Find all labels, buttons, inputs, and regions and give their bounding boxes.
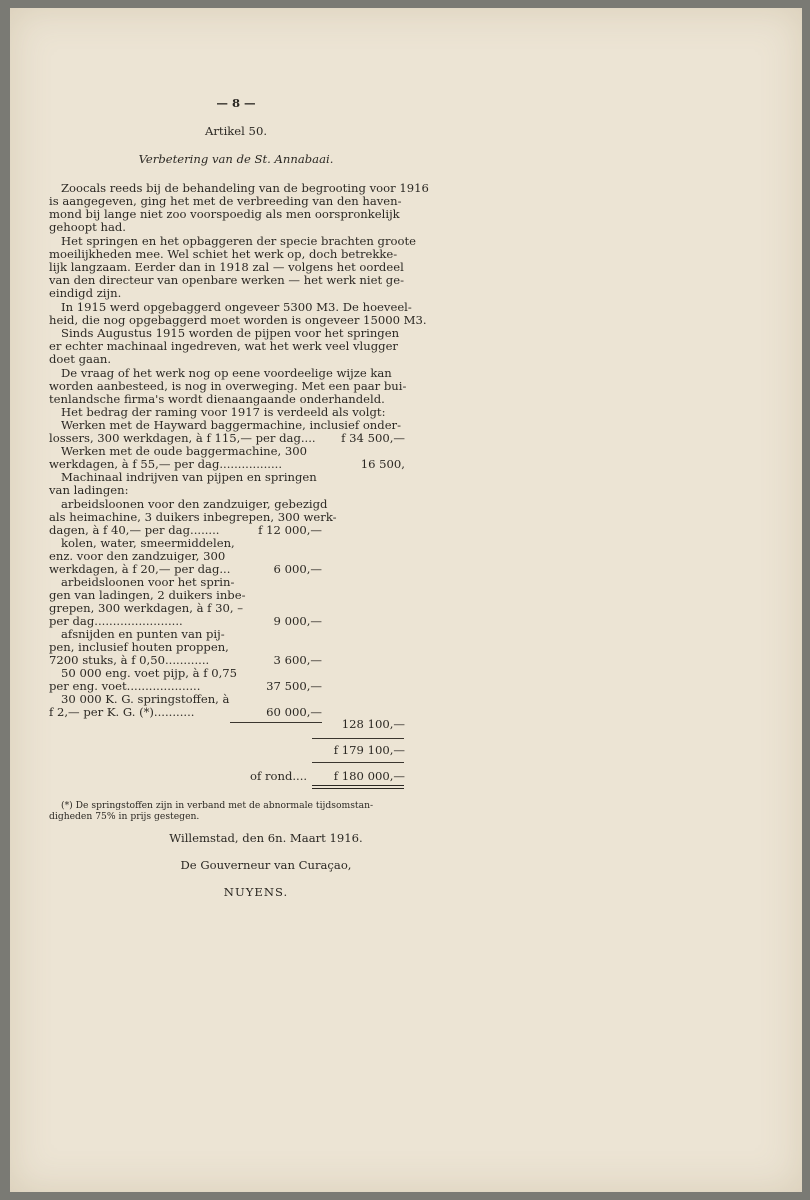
total-amount: f 179 100,— xyxy=(333,743,405,757)
amount: 9 000,— xyxy=(273,614,322,628)
estimate-line: dagen, à f 40,— per dag........ xyxy=(49,523,220,537)
rounded-amount: f 180 000,— xyxy=(333,769,405,783)
text-line: er echter machinaal ingedreven, wat het werk veel vlugger xyxy=(49,339,398,353)
text-line: mond bij lange niet zoo voorspoedig als men oorspronkelijk xyxy=(49,207,400,221)
estimate-line: 50 000 eng. voet pijp, à f 0,75 xyxy=(61,666,238,680)
document-page xyxy=(10,8,802,1192)
estimate-line: kolen, water, smeermiddelen, xyxy=(61,536,235,550)
sum-rule xyxy=(312,738,404,739)
estimate-line: per eng. voet.................... xyxy=(49,679,201,693)
text-line: doet gaan. xyxy=(49,352,112,366)
text-line: lijk langzaam. Eerder dan in 1918 zal — volgens het oordeel xyxy=(49,260,404,274)
amount: 3 600,— xyxy=(273,653,322,667)
estimate-line: f 2,— per K. G. (*)........... xyxy=(49,705,195,719)
estimate-line: 7200 stuks, à f 0,50............ xyxy=(49,653,210,667)
text-line: is aangegeven, ging het met de verbreeding van den haven- xyxy=(49,194,402,208)
estimate-line: werkdagen, à f 55,— per dag................. xyxy=(49,457,283,471)
estimate-line: als heimachine, 3 duikers inbegrepen, 300 werk- xyxy=(49,510,337,524)
amount: 60 000,— xyxy=(266,705,322,719)
estimate-line: gen van ladingen, 2 duikers inbe- xyxy=(49,588,246,602)
footnote-line: (*) De springstoffen zijn in verband met de abnormale tijdsomstan- xyxy=(61,800,374,811)
estimate-line: enz. voor den zandzuiger, 300 xyxy=(49,549,226,563)
text-line: Het bedrag der raming voor 1917 is verdeeld als volgt: xyxy=(61,405,386,419)
amount: 6 000,— xyxy=(273,562,322,576)
text-line: heid, die nog opgebaggerd moet worden is ongeveer 15000 M3. xyxy=(49,313,427,327)
estimate-line: Machinaal indrijven van pijpen en springen xyxy=(61,470,317,484)
estimate-line: lossers, 300 werkdagen, à f 115,— per dag.... xyxy=(49,431,316,445)
text-line: moeilijkheden mee. Wel schiet het werk op, doch betrekke- xyxy=(49,247,398,261)
text-line: In 1915 werd opgebaggerd ongeveer 5300 M3. De hoeveel- xyxy=(61,300,412,314)
text-line: Het springen en het opbaggeren der specie brachten groote xyxy=(61,234,416,248)
amount: 37 500,— xyxy=(266,679,322,693)
estimate-line: arbeidsloonen voor het sprin- xyxy=(61,575,235,589)
rond-label: of rond.... xyxy=(250,769,308,783)
estimate-line: van ladingen: xyxy=(49,483,129,497)
estimate-line: grepen, 300 werkdagen, à f 30, – xyxy=(49,601,244,615)
text-line: tenlandsche firma's wordt dienaangaande onderhandeld. xyxy=(49,392,385,406)
estimate-line: Werken met de Hayward baggermachine, inclusief onder- xyxy=(61,418,402,432)
governor-title: De Gouverneur van Curaçao, xyxy=(180,858,352,872)
estimate-line: 30 000 K. G. springstoffen, à xyxy=(61,692,230,706)
estimate-line: arbeidsloonen voor den zandzuiger, gebezigd xyxy=(61,497,328,511)
sum-rule xyxy=(230,722,322,723)
place-date: Willemstad, den 6n. Maart 1916. xyxy=(169,831,363,845)
signature-name: NUYENS. xyxy=(223,885,289,899)
estimate-line: afsnijden en punten van pij- xyxy=(61,627,225,641)
amount: 16 500, xyxy=(360,457,405,471)
subtotal-amount: 128 100,— xyxy=(341,717,405,731)
estimate-line: werkdagen, à f 20,— per dag... xyxy=(49,562,231,576)
article-heading: Artikel 50. xyxy=(205,124,267,138)
estimate-line: per dag........................ xyxy=(49,614,183,628)
text-line: Sinds Augustus 1915 worden de pijpen voor het springen xyxy=(61,326,400,340)
amount: f 12 000,— xyxy=(258,523,322,537)
page-number: — 8 — xyxy=(216,96,256,110)
text-line: van den directeur van openbare werken — het werk niet ge- xyxy=(49,273,404,287)
article-subtitle: Verbetering van de St. Annabaai. xyxy=(138,152,334,166)
text-line: Zoocals reeds bij de behandeling van de begrooting voor 1916 xyxy=(61,181,429,195)
estimate-line: pen, inclusief houten proppen, xyxy=(49,640,229,654)
sum-rule xyxy=(312,762,404,763)
text-line: eindigd zijn. xyxy=(49,286,122,300)
text-line: gehoopt had. xyxy=(49,220,126,234)
amount: f 34 500,— xyxy=(341,431,405,445)
estimate-line: Werken met de oude baggermachine, 300 xyxy=(61,444,307,458)
text-line: worden aanbesteed, is nog in overweging. Met een paar bui- xyxy=(49,379,407,393)
text-line: De vraag of het werk nog op eene voordeelige wijze kan xyxy=(61,366,392,380)
footnote-line: digheden 75% in prijs gestegen. xyxy=(49,811,200,822)
double-rule xyxy=(312,785,404,789)
